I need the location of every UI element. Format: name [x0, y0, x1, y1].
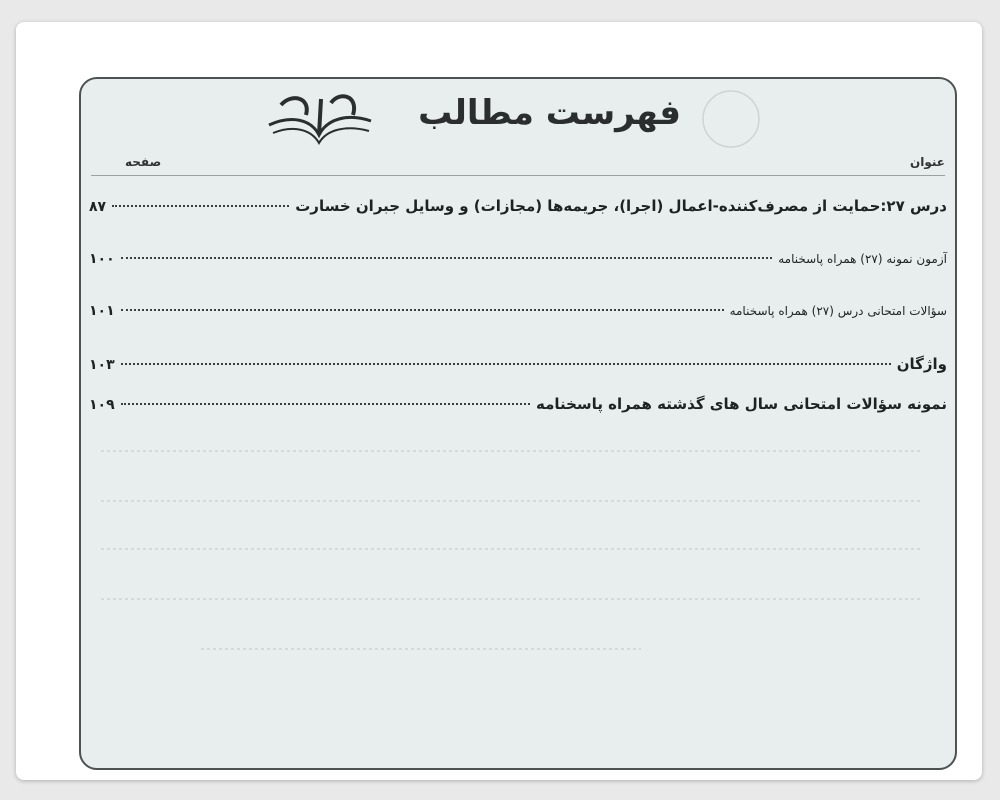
toc-entry-page: ۱۰۳	[89, 357, 115, 373]
scanned-toc-page	[79, 77, 957, 770]
toc-entry-title: آزمون نمونه (۲۷) همراه پاسخنامه	[778, 252, 947, 266]
toc-entry-title: نمونه سؤالات امتحانی سال های گذشته همراه پاسخنامه	[535, 395, 947, 413]
page-column-header: صفحه	[125, 155, 162, 169]
bleed-through-marks	[81, 79, 957, 770]
page-title: فهرست مطالب	[418, 93, 681, 133]
toc-entry-title: واژگان	[896, 355, 947, 373]
title-column-header: عنوان	[910, 155, 945, 169]
toc-entry-page: ۱۰۰	[89, 251, 115, 267]
toc-entry-title: درس ۲۷:حمایت از مصرف‌کننده-اعمال (اجرا)، جریمه‌ها (مجازات) و وسایل جبران خسارت	[295, 197, 947, 215]
toc-entry-page: ۱۰۱	[89, 303, 115, 319]
toc-entry-page: ۸۷	[89, 199, 107, 215]
page-sheet	[16, 22, 982, 780]
toc-entry-page: ۱۰۹	[89, 397, 115, 413]
toc-entry-title: سؤالات امتحانی درس (۲۷) همراه پاسخنامه	[729, 304, 947, 318]
